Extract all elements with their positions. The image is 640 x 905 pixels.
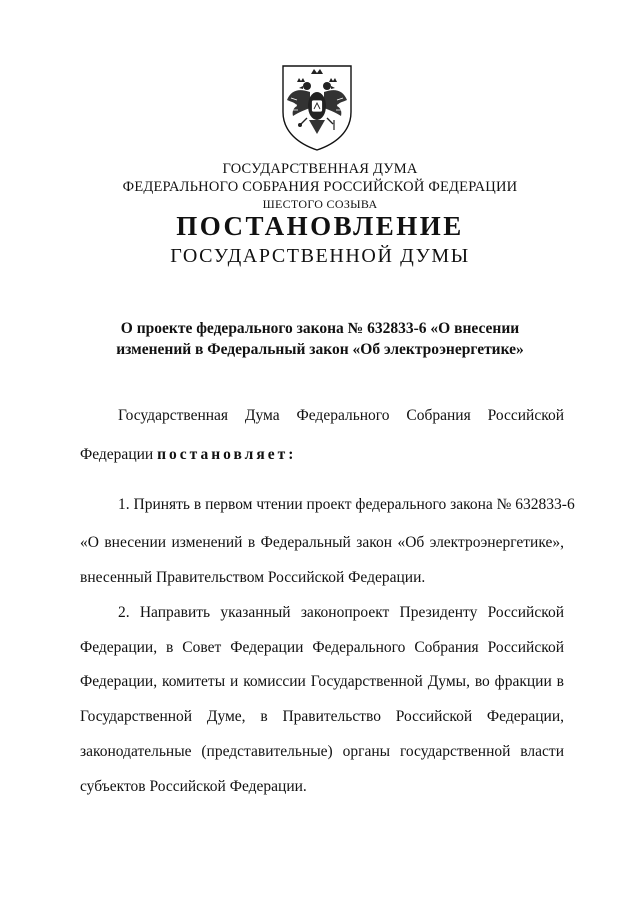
header-line-federal-assembly: ФЕДЕРАЛЬНОГО СОБРАНИЯ РОССИЙСКОЙ ФЕДЕРАЦИИ [122,179,518,195]
preamble-resolves: постановляет: [157,446,297,463]
document-issuer-title: ГОСУДАРСТВЕННОЙ ДУМЫ [170,245,470,267]
item-2-line-1: 2. Направить указанный законопроект Президенту Российской [118,604,564,621]
subject-line-2: изменений в Федеральный закон «Об электроэнергетике» [116,341,524,358]
item-1-line-3: внесенный Правительством Российской Федерации. [80,569,426,586]
coat-of-arms-emblem [277,60,357,152]
item-1-line-2: «О внесении изменений в Федеральный закон «Об электроэнергетике», [80,534,564,551]
header-line-convocation: ШЕСТОГО СОЗЫВА [262,197,378,211]
item-2-line-5: законодательные (представительные) органы государственной власти [80,743,564,760]
subject-line-1: О проекте федерального закона № 632833-6 «О внесении [120,320,520,337]
preamble-line-1: Государственная Дума Федерального Собрания Российской [118,407,564,424]
item-2-line-3: Федерации, комитеты и комиссии Государственной Думы, во фракции в [80,673,564,690]
preamble-line-2 [80,445,564,465]
item-1-line-1: 1. Принять в первом чтении проект федерального закона № 632833-6 [118,496,575,513]
preamble-federation: Федерации [80,446,154,463]
header-line-state-duma: ГОСУДАРСТВЕННАЯ ДУМА [222,161,418,177]
item-2-line-6: субъектов Российской Федерации. [80,778,307,795]
document-type-title: ПОСТАНОВЛЕНИЕ [176,211,464,241]
issuing-body-header [0,160,640,212]
item-2-line-2: Федерации, в Совет Федерации Федерального Собрания Российской [80,639,564,656]
resolution-subject [0,318,640,360]
item-2-line-4: Государственной Думе, в Правительство Российской Федерации, [80,708,564,725]
